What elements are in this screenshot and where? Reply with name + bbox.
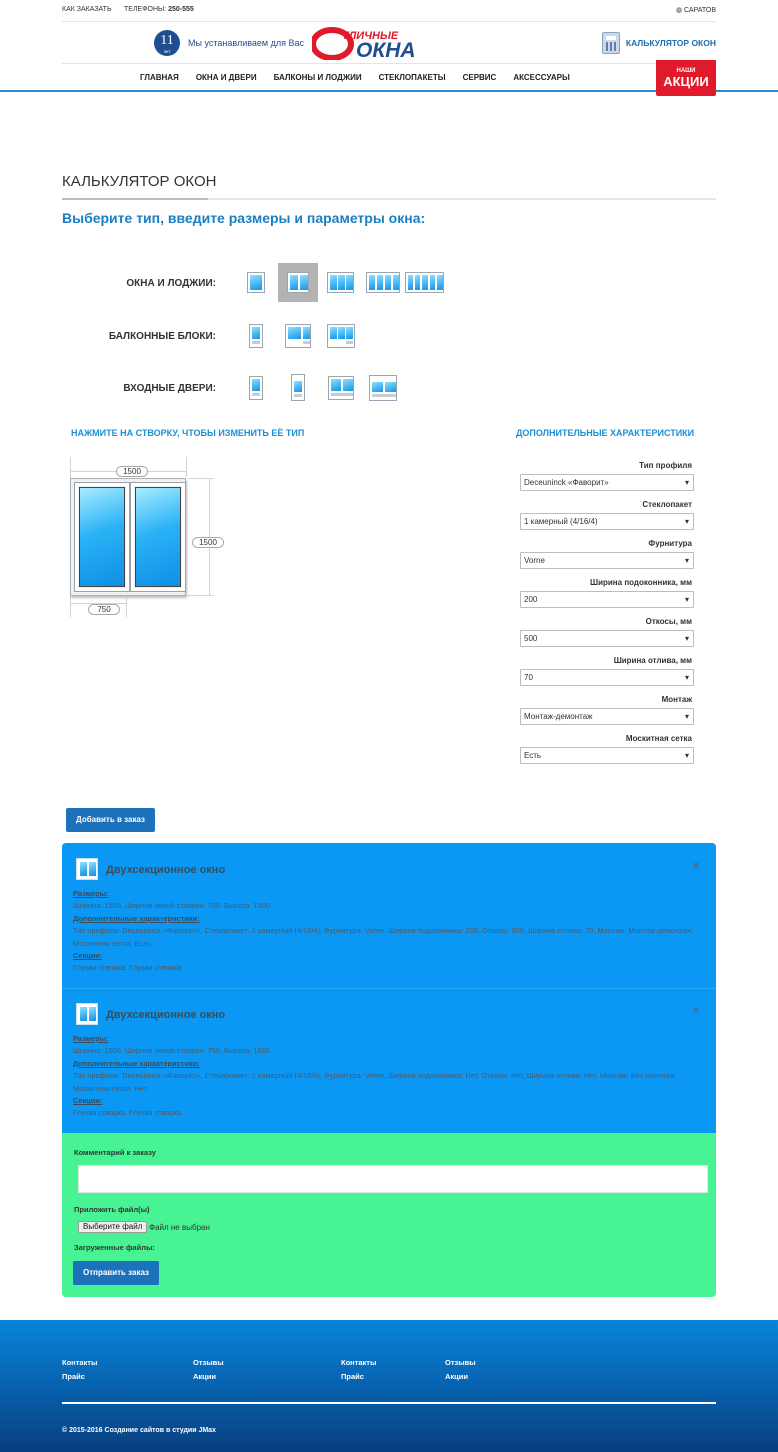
promo-big-label: АКЦИИ [663,74,709,89]
nav-item-glass-units[interactable]: СТЕКЛОПАКЕТЫ [378,73,446,82]
dim-guide [126,598,127,617]
copyright: © 2015-2016 Создание сайтов в студии JMax [62,1427,216,1434]
calculator-icon [602,32,620,54]
promo-button[interactable] [656,60,716,96]
extra-text: Тип профиля: Deceuninck «Фаворит», Стеклопакет: 1 камерный (4/16/4), Фурнитура: Vorne, Ширина подоконника: Нет, Откосы: Нет, Ширина отлива: Нет, Монтаж: Без монтажа, Москитная сетка: Нет. [73,1071,677,1093]
sill-width-select[interactable]: 200 ▾ [520,591,694,608]
nav-item-windows-doors[interactable]: ОКНА И ДВЕРИ [195,73,257,82]
drip-width-label: Ширина отлива, мм [613,656,692,665]
balcony-door-icon[interactable] [249,324,263,348]
comment-textarea[interactable] [78,1165,708,1193]
page-title: КАЛЬКУЛЯТОР ОКОН [62,173,217,190]
uploaded-files-label: Загруженные файлы: [74,1243,155,1252]
dim-guide [186,457,187,477]
extra-text: Тип профиля: Deceuninck «Фаворит», Стеклопакет: 1 камерный (4/16/4), Фурнитура: Vorne, Ширина подоконника: 200, Откосы: 500, Ширина отлива: 70, Монтаж: Монтаж-демонтаж, Москитная сетка: Есть. [73,926,694,948]
hardware-select[interactable]: Vorne ▾ [520,552,694,569]
nav-item-service[interactable]: СЕРВИС [462,73,497,82]
sections-heading: Секции: [73,951,103,961]
footer-link-contacts[interactable]: Контакты [62,1358,98,1367]
city-selector[interactable] [676,6,716,14]
balcony-window-door-window-icon[interactable] [327,324,355,348]
top-bar [62,0,716,22]
calculator-link-label: КАЛЬКУЛЯТОР ОКОН [625,38,716,48]
close-icon[interactable]: ✕ [691,861,700,872]
hardware-label: Фурнитура [648,539,692,548]
years-unit: лет [163,50,171,55]
years-badge [154,30,180,56]
entrance-door-double-transom-icon[interactable] [369,375,397,401]
left-sash-glass [79,487,125,587]
footer-link-contacts-2[interactable]: Контакты [341,1358,377,1367]
promo-small-label: НАШИ [676,68,696,74]
drip-width-select[interactable]: 70 ▾ [520,669,694,686]
window-type-5-sash-icon[interactable] [405,272,444,293]
phones-value: 250-555 [168,6,194,13]
submit-order-button[interactable]: Отправить заказ [73,1261,159,1285]
how-to-order-link[interactable]: КАК ЗАКАЗАТЬ [62,6,112,13]
order-items-area [62,843,716,1133]
width-dimension[interactable]: 1500 [116,466,148,477]
two-sash-window-icon [76,1003,98,1025]
nav-item-home[interactable]: ГЛАВНАЯ [140,73,179,82]
order-item-title: Двухсекционное окно [106,864,226,876]
sections-heading: Секции: [73,1096,103,1106]
logo-text-top: ТЛИЧНЫЕ [342,30,399,42]
city-name: САРАТОВ [684,7,716,14]
choose-file-button[interactable]: Выберите файл [78,1221,147,1233]
extra-params-heading: ДОПОЛНИТЕЛЬНЫЕ ХАРАКТЕРИСТИКИ [516,428,695,438]
slogan: Мы устанавливаем для Вас [188,38,304,48]
installation-label: Монтаж [661,695,692,704]
balcony-row-label: БАЛКОННЫЕ БЛОКИ: [108,331,216,342]
years-number: 11 [160,33,174,48]
order-item-details [73,888,705,975]
glass-unit-label: Стеклопакет [642,500,692,509]
left-sash-dimension[interactable]: 750 [88,604,120,615]
sizes-heading: Размеры: [73,889,109,898]
footer-link-reviews[interactable]: Отзывы [193,1358,224,1367]
page-subtitle: Выберите тип, введите размеры и параметры окна: [62,210,426,226]
calculator-link[interactable] [602,32,716,54]
order-form [62,1133,716,1297]
order-item-title: Двухсекционное окно [106,1009,226,1021]
window-type-1-sash-icon[interactable] [247,272,265,293]
phones [124,6,194,13]
mosquito-net-select[interactable]: Есть ▾ [520,747,694,764]
sizes-text: Ширина: 1500, Ширина левой створки: 750, Высота: 1500 [73,1046,270,1056]
dim-guide [188,478,214,479]
window-type-2-sash-icon[interactable] [287,272,309,293]
attach-label: Приложить файл(ы) [74,1205,150,1214]
window-type-3-sash-icon[interactable] [327,272,354,293]
order-item-divider [62,988,716,989]
sizes-text: Ширина: 1500, Ширина левой створки: 750, Высота: 1500 [73,901,270,911]
title-divider [62,198,716,200]
footer-link-promotions-2[interactable]: Акции [445,1372,469,1381]
footer-link-price-2[interactable]: Прайс [341,1372,364,1381]
add-to-order-button[interactable]: Добавить в заказ [66,808,155,832]
windows-row-label: ОКНА И ЛОДЖИИ: [126,278,216,289]
extra-heading: Дополнительные характеристики: [73,1058,200,1068]
footer-divider [62,1402,716,1404]
site-footer [0,1320,778,1452]
footer-link-promotions[interactable]: Акции [193,1372,217,1381]
balcony-door-window-icon[interactable] [285,324,311,348]
doors-row-label: ВХОДНЫЕ ДВЕРИ: [123,383,216,394]
logo-text-bottom: ОКНА [356,39,416,60]
nav-item-accessories[interactable]: АКСЕССУАРЫ [513,73,570,82]
sizes-heading: Размеры: [73,1034,109,1043]
comment-label: Комментарий к заказу [74,1148,156,1157]
installation-select[interactable]: Монтаж-демонтаж ▾ [520,708,694,725]
profile-label: Тип профиля [639,461,692,470]
left-sash[interactable] [75,483,129,591]
globe-icon: ◍ [675,7,683,14]
entrance-door-double-icon[interactable] [328,376,354,400]
site-logo[interactable] [312,26,470,60]
sections-text: Глухая створка, Глухая створка [73,963,182,973]
two-sash-window-icon [76,858,98,880]
entrance-door-2-icon[interactable] [291,374,305,401]
glass-unit-select[interactable]: 1 камерный (4/16/4) ▾ [520,513,694,530]
dim-guide [188,595,214,596]
sash-hint-heading: НАЖМИТЕ НА СТВОРКУ, ЧТОБЫ ИЗМЕНИТЬ ЕЁ ТИП [71,428,305,438]
profile-select[interactable]: Deceuninck «Фаворит» ▾ [520,474,694,491]
right-sash[interactable] [131,483,185,591]
window-type-4-sash-icon[interactable] [366,272,400,293]
sill-width-label: Ширина подоконника, мм [590,578,692,587]
order-item-details [73,1033,705,1120]
nav-item-balconies[interactable]: БАЛКОНЫ И ЛОДЖИИ [273,73,362,82]
right-sash-glass [135,487,181,587]
sections-text: Глухая створка, Глухая створка [73,1108,182,1118]
slopes-label: Откосы, мм [645,617,692,626]
footer-link-price[interactable]: Прайс [62,1372,85,1381]
mosquito-net-label: Москитная сетка [625,734,692,743]
order-panel [62,843,716,1297]
site-header [62,22,716,64]
footer-link-reviews-2[interactable]: Отзывы [445,1358,476,1367]
extra-heading: Дополнительные характеристики: [73,913,200,923]
height-dimension[interactable]: 1500 [192,537,224,548]
close-icon[interactable]: ✕ [691,1006,700,1017]
file-status: Файл не выбран [149,1223,210,1232]
entrance-door-1-icon[interactable] [249,376,263,400]
slopes-select[interactable]: 500 ▾ [520,630,694,647]
window-frame [70,478,186,596]
phones-label: ТЕЛЕФОНЫ: [124,6,167,13]
